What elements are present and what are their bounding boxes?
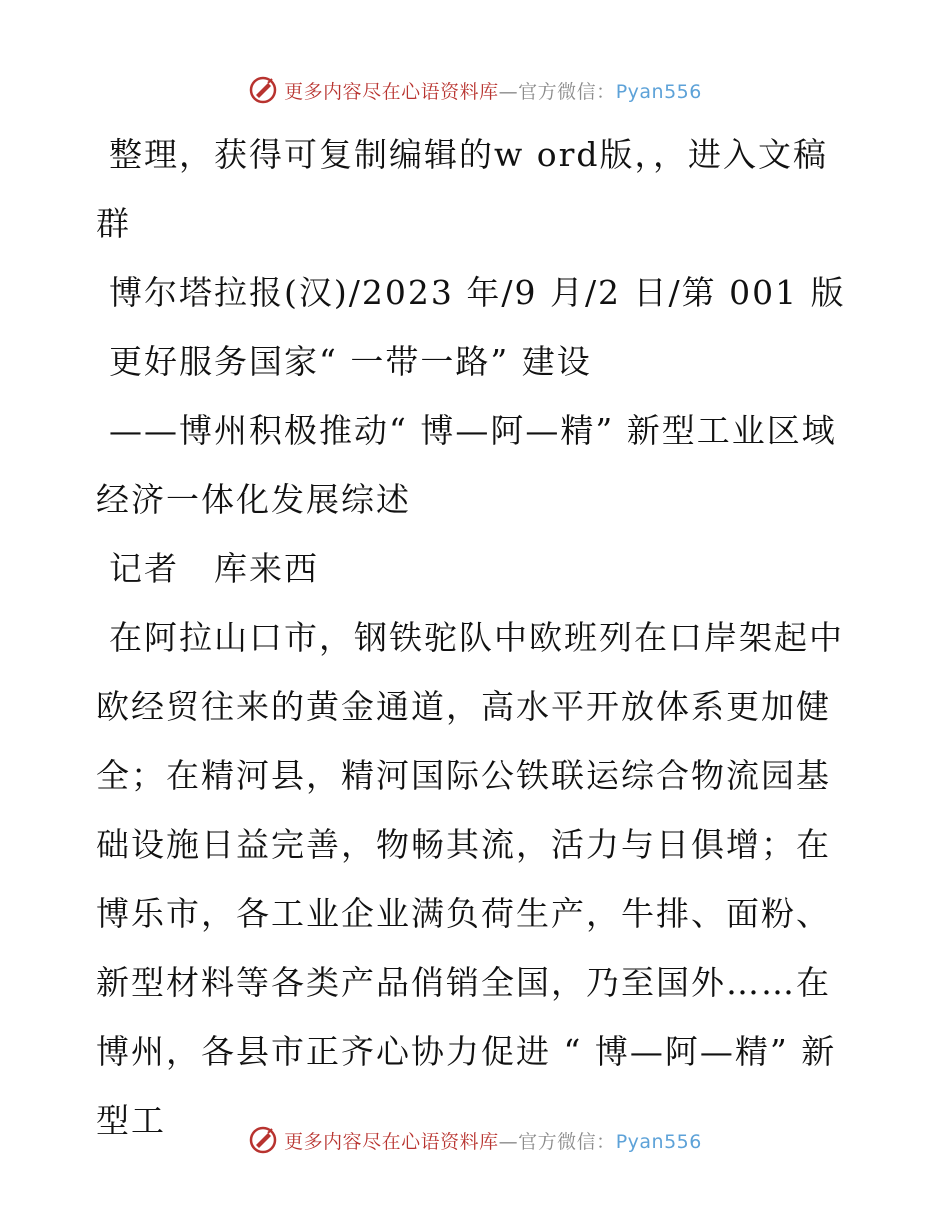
- source-line: 博尔塔拉报(汉)/2023 年/9 月/2 日/第 001 版: [109, 273, 846, 312]
- watermark-main-text: 更多内容尽在心语资料库: [284, 1130, 499, 1153]
- watermark-main-text: 更多内容尽在心语资料库: [284, 80, 499, 103]
- watermark-handle: Pyan556: [615, 80, 702, 103]
- article-title: 更好服务国家“ 一带一路” 建设: [109, 342, 592, 381]
- byline: 记者 库来西: [109, 549, 319, 588]
- watermark-official-label: 官方微信：: [518, 80, 616, 103]
- logo-icon: [248, 75, 278, 105]
- watermark-handle: Pyan556: [615, 1130, 702, 1153]
- watermark-dash: —: [498, 80, 519, 103]
- watermark-official-label: 官方微信：: [518, 1130, 616, 1153]
- document-body: [96, 120, 856, 1155]
- watermark-header: [0, 70, 950, 110]
- watermark-dash: —: [498, 1130, 519, 1153]
- watermark-footer: [0, 1120, 950, 1160]
- intro-paragraph: 整理，获得可复制编辑的w ord版，，进入文稿群: [96, 135, 829, 243]
- logo-icon: [248, 1125, 278, 1155]
- body-paragraph: 在阿拉山口市，钢铁驼队中欧班列在口岸架起中欧经贸往来的黄金通道，高水平开放体系更加健全；在精河县，精河国际公铁联运综合物流园基础设施日益完善，物畅其流，活力与日俱增；在博乐市，各工业企业满负荷生产，牛排、面粉、新型材料等各类产品俏销全国，乃至国外……在博州，各县市正齐心协力促进 “ 博—阿—精” 新型工: [96, 618, 844, 1140]
- article-subtitle: ——博州积极推动“ 博—阿—精” 新型工业区域经济一体化发展综述: [96, 411, 837, 519]
